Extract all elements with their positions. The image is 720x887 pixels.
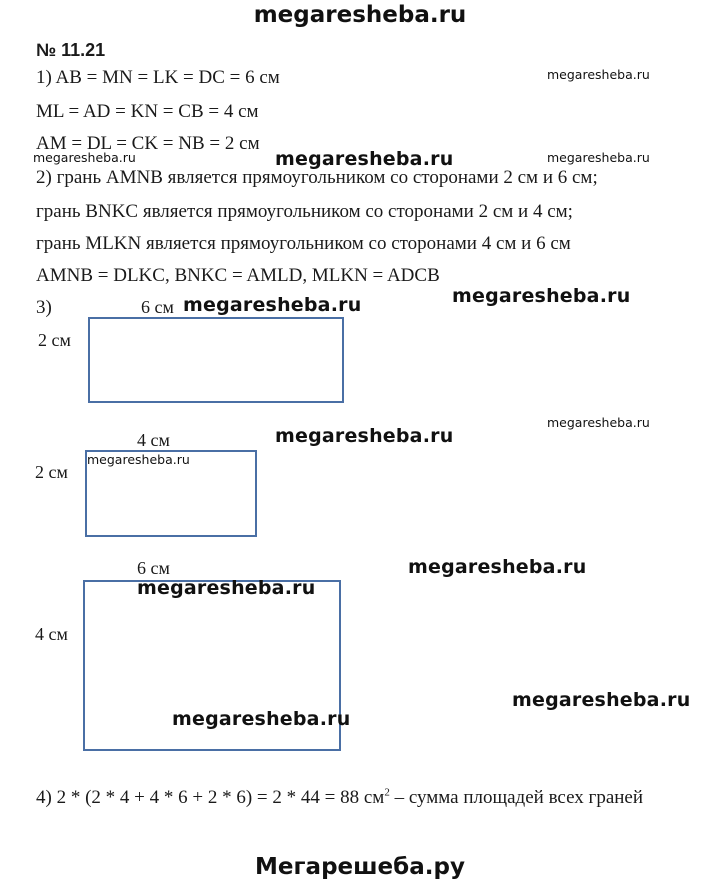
watermark-big: megaresheba.ru (183, 294, 362, 316)
rectangle-2x6 (88, 317, 344, 403)
part3-label: 3) (36, 297, 52, 318)
rect2-side-label: 2 см (35, 462, 68, 482)
part1-line1: 1) AB = MN = LK = DC = 6 см (36, 67, 280, 88)
site-footer: Мегарешеба.ру (255, 854, 465, 880)
rect3-side-label: 4 см (35, 624, 68, 644)
part4-formula (36, 787, 643, 809)
part4-formula-text: 4) 2 * (2 * 4 + 4 * 6 + 2 * 6) = 2 * 44 = 88 см (36, 787, 385, 808)
watermark-small: megaresheba.ru (547, 415, 650, 430)
rect2-top-label: 4 см (137, 430, 170, 450)
part1-line3: AM = DL = CK = NB = 2 см (36, 133, 260, 154)
watermark-big: megaresheba.ru (172, 708, 351, 730)
watermark-big: megaresheba.ru (452, 285, 631, 307)
part4-suffix: – сумма площадей всех граней (389, 787, 644, 808)
watermark-big: megaresheba.ru (408, 556, 587, 578)
problem-number: № 11.21 (36, 40, 106, 60)
rect1-side-label: 2 см (38, 330, 71, 350)
part2-line3: грань MLKN является прямоугольником со сторонами 4 см и 6 см (36, 233, 571, 254)
part4-exponent: 2 (384, 786, 390, 799)
rect3-top-label: 6 см (137, 558, 170, 578)
watermark-big: megaresheba.ru (275, 148, 454, 170)
part2-line1: 2) грань AMNB является прямоугольником со сторонами 2 см и 6 см; (36, 167, 598, 188)
part2-line2: грань BNKC является прямоугольником со сторонами 2 см и 4 см; (36, 201, 573, 222)
watermark-big: megaresheba.ru (137, 577, 316, 599)
watermark-small: megaresheba.ru (547, 67, 650, 82)
part1-line2: ML = AD = KN = CB = 4 см (36, 101, 259, 122)
watermark-small: megaresheba.ru (87, 452, 190, 467)
site-header: megaresheba.ru (253, 2, 467, 28)
watermark-small: megaresheba.ru (33, 150, 136, 165)
watermark-big: megaresheba.ru (275, 425, 454, 447)
part2-line4: AMNB = DLKC, BNKC = AMLD, MLKN = ADCB (36, 265, 440, 286)
rect1-top-label: 6 см (141, 297, 174, 317)
watermark-small: megaresheba.ru (547, 150, 650, 165)
watermark-big: megaresheba.ru (512, 689, 691, 711)
